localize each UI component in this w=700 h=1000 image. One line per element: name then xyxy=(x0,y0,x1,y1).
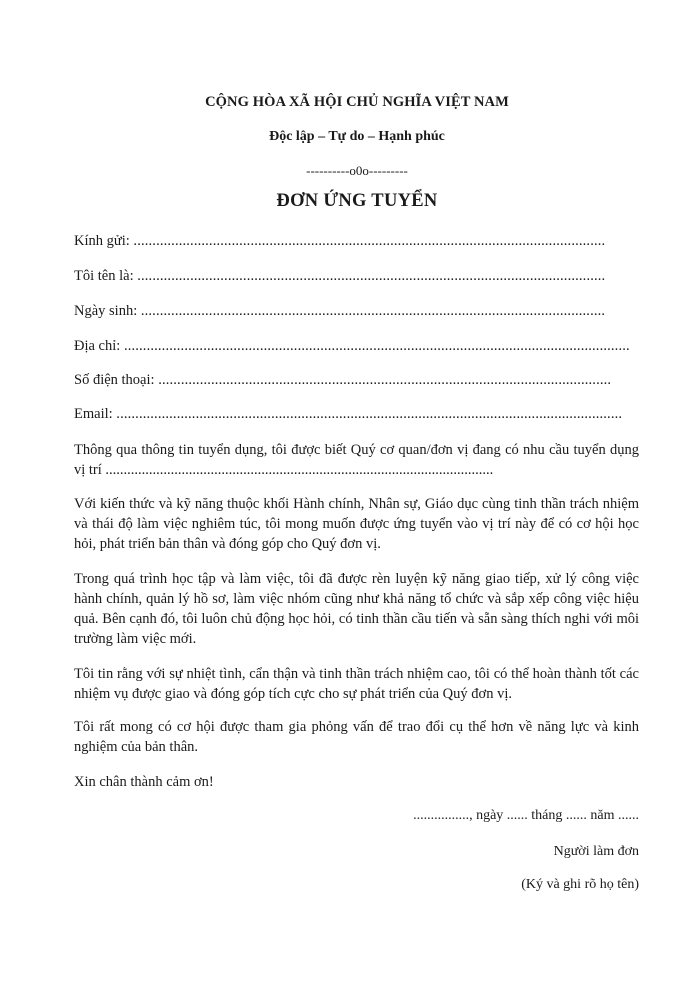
paragraph-intro: Thông qua thông tin tuyển dụng, tôi được biết Quý cơ quan/đơn vị đang có nhu cầu tuyển dụng vị trí ........................................................................................................... xyxy=(74,442,639,478)
field-address xyxy=(74,338,630,355)
signature-note: (Ký và ghi rõ họ tên) xyxy=(521,877,639,892)
field-blank: ........................................................................................................................ xyxy=(158,372,612,388)
paragraph-interview: Tôi rất mong có cơ hội được tham gia phỏng vấn để trao đổi cụ thể hơn về năng lực và kinh nghiệm của bản thân. xyxy=(74,719,639,755)
field-phone xyxy=(74,372,611,389)
field-blank: ...................................................................................................................................... xyxy=(116,406,623,422)
motto-heading: Độc lập – Tự do – Hạnh phúc xyxy=(269,129,445,144)
field-label: Kính gửi: xyxy=(74,233,130,249)
heading-divider: ----------o0o--------- xyxy=(306,163,408,178)
field-blank: ...................................................................................................................................... xyxy=(123,338,630,354)
date-line: ................, ngày ...... tháng ...... năm ...... xyxy=(413,808,639,823)
field-label: Tôi tên là: xyxy=(74,268,134,284)
closing-thanks: Xin chân thành cảm ơn! xyxy=(74,774,214,790)
country-heading: CỘNG HÒA XÃ HỘI CHỦ NGHĨA VIỆT NAM xyxy=(205,94,509,110)
field-birth-date xyxy=(74,303,605,320)
field-label: Ngày sinh: xyxy=(74,303,138,319)
signer-label: Người làm đơn xyxy=(553,844,639,859)
paragraph-skills: Với kiến thức và kỹ năng thuộc khối Hành chính, Nhân sự, Giáo dục cùng tinh thần trách nhiệm và thái độ làm việc nghiêm túc, tôi mong muốn được ứng tuyển vào vị trí này để có cơ hội học hỏi, phát triển bản thân và đóng góp cho Quý đơn vị. xyxy=(74,496,639,552)
paragraph-commitment: Tôi tin rằng với sự nhiệt tình, cẩn thận và tinh thần trách nhiệm cao, tôi có thể hoàn thành tốt các nhiệm vụ được giao và đóng góp tích cực cho sự phát triển của Quý đơn vị. xyxy=(74,666,639,702)
field-label: Số điện thoại: xyxy=(74,372,155,388)
field-label: Email: xyxy=(74,406,113,422)
document-title: ĐƠN ỨNG TUYỂN xyxy=(276,191,438,211)
field-email xyxy=(74,406,622,423)
paragraph-experience: Trong quá trình học tập và làm việc, tôi đã được rèn luyện kỹ năng giao tiếp, xử lý công việc hành chính, quản lý hồ sơ, làm việc nhóm cũng như khả năng tổ chức và sắp xếp công việc hiệu quả. Bên cạnh đó, tôi luôn chủ động học hỏi, có tinh thần cầu tiến và sẵn sàng thích nghi với môi trường làm việc mới. xyxy=(74,571,639,647)
field-blank: ........................................................................................................................... xyxy=(140,303,606,319)
field-blank: ............................................................................................................................ xyxy=(137,268,606,284)
field-full-name xyxy=(74,268,605,285)
field-blank: ............................................................................................................................. xyxy=(133,233,606,249)
field-label: Địa chỉ: xyxy=(74,338,121,354)
field-recipient xyxy=(74,233,605,250)
